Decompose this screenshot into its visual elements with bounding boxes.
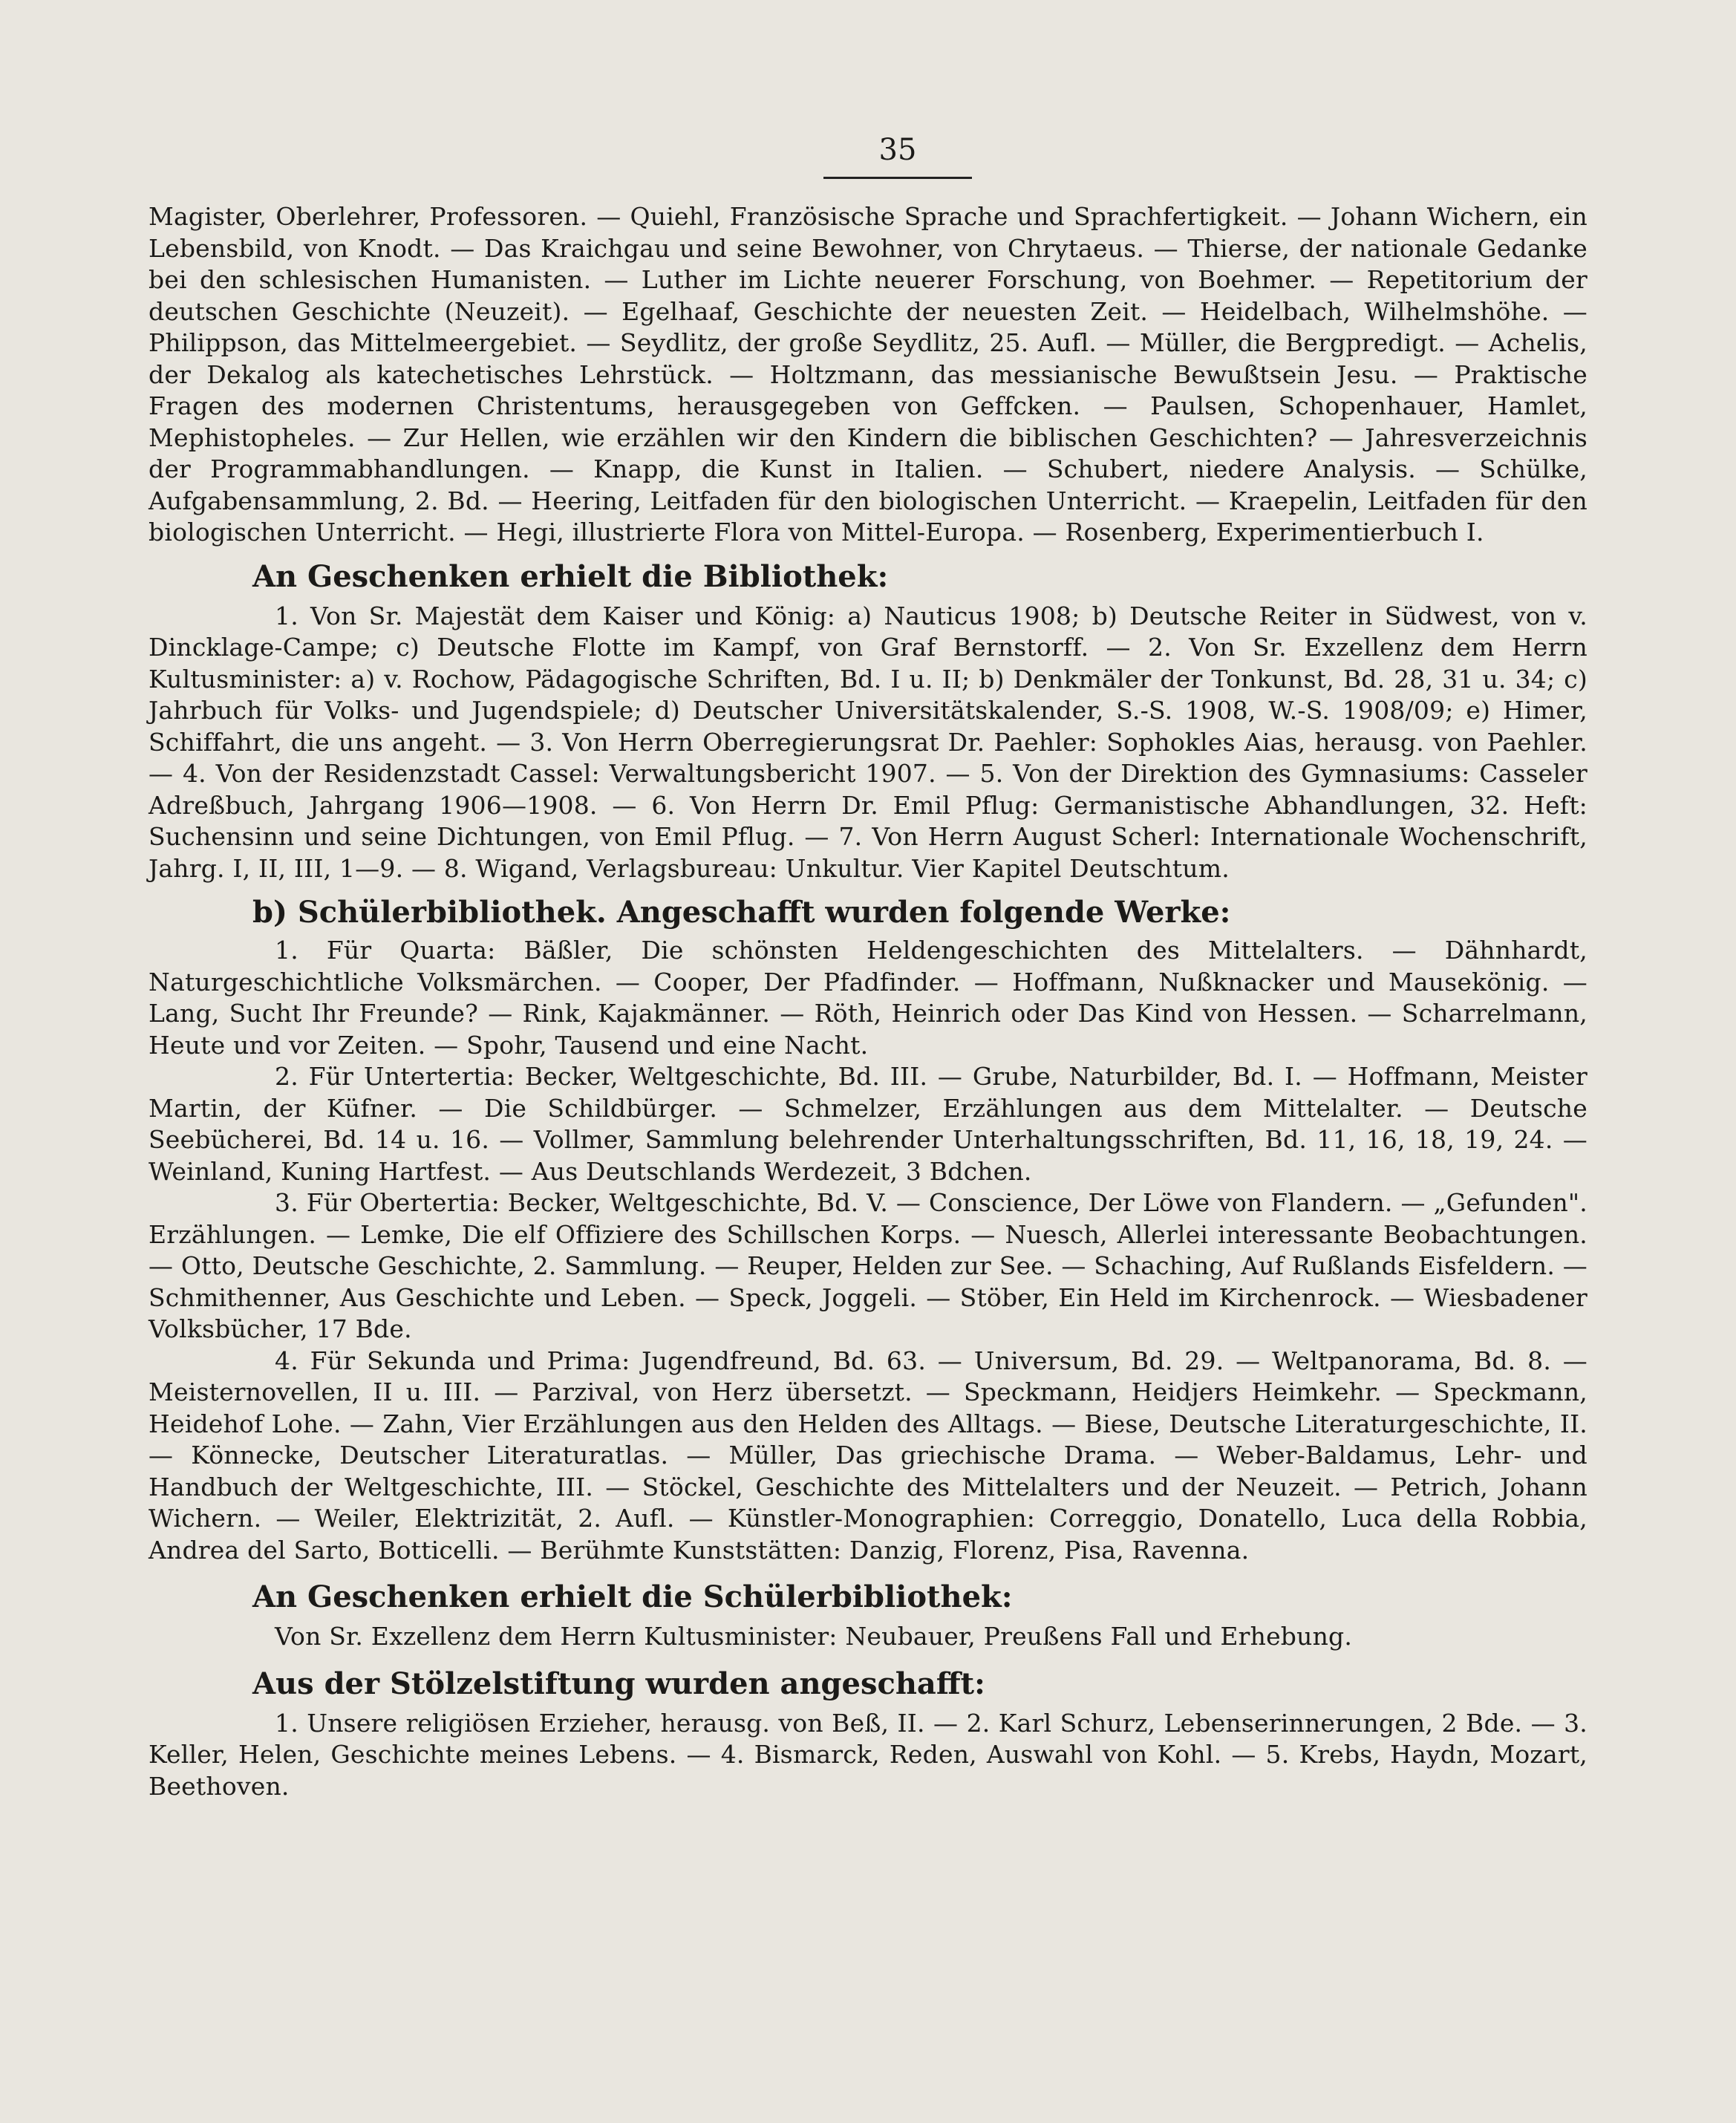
sekunda-paragraph: 4. Für Sekunda und Prima: Jugendfreund, Bd. 63. — Universum, Bd. 29. — Weltpanorama, Bd. 8. — Meisternovellen, II u. III. — Parzival, von Herz übersetzt. — Speckmann, Heidjers Heimkehr. — Speckmann, Heidehof Lohe. — Zahn, Vier Erzählungen aus den Helden des Alltags. — Biese, Deutsche Literaturgeschichte, II. — Könnecke, Deutscher Literaturatlas. — Müller, Das griechische Drama. — Weber-Baldamus, Lehr- und Handbuch der Weltgeschichte, III. — Stöckel, Geschichte des Mittelalters und der Neuzeit. — Petrich, Johann Wichern. — Weiler, Elektrizität, 2. Aufl. — Künstler-Monographien: Correggio, Donatello, Luca della Robbia, Andrea del Sarto, Botticelli. — Berühmte Kunststätten: Danzig, Florenz, Pisa, Ravenna. — [149, 1346, 1587, 1565]
obertertia-paragraph: 3. Für Obertertia: Becker, Weltgeschichte, Bd. V. — Conscience, Der Löwe von Flandern. — „Gefunden". Erzählungen. — Lemke, Die elf Offiziere des Schillschen Korps. — Nuesch, Allerlei interessante Beobachtungen. — Otto, Deutsche Geschichte, 2. Sammlung. — Reuper, Helden zur See. — Schaching, Auf Rußlands Eisfeldern. — Schmithenner, Aus Geschichte und Leben. — Speck, Joggeli. — Stöber, Ein Held im Kirchenrock. — Wiesbadener Volksbücher, 17 Bde. — [149, 1188, 1587, 1343]
heading-stoelzel: Aus der Stölzelstiftung wurden angeschafft: — [252, 1666, 985, 1701]
intro-paragraph: Magister, Oberlehrer, Professoren. — Quiehl, Französische Sprache und Sprachfertigkeit. — Johann Wichern, ein Lebensbild, von Knodt. — Das Kraichgau und seine Bewohner, von Chrytaeus. — Thierse, der nationale Gedanke bei den schlesischen Humanisten. — Luther im Lichte neuerer Forschung, von Boehmer. — Repetitorium der deutschen Geschichte (Neuzeit). — Egelhaaf, Geschichte der neuesten Zeit. — Heidelbach, Wilhelmshöhe. — Philippson, das Mittelmeergebiet. — Seydlitz, der große Seydlitz, 25. Aufl. — Müller, die Bergpredigt. — Achelis, der Dekalog als katechetisches Lehrstück. — Holtzmann, das messianische Bewußtsein Jesu. — Praktische Fragen des modernen Christentums, herausgegeben von Geffcken. — Paulsen, Schopenhauer, Hamlet, Mephistopheles. — Zur Hellen, wie erzählen wir den Kindern die biblischen Geschichten? — Jahresverzeichnis der Programmabhandlungen. — Knapp, die Kunst in Italien. — Schubert, niedere Analysis. — Schülke, Aufgabensammlung, 2. Bd. — Heering, Leitfaden für den biologischen Unterricht. — Kraepelin, Leitfaden für den biologischen Unterricht. — Hegi, illustrierte Flora von Mittel-Europa. — Rosenberg, Experimentierbuch I. — [149, 202, 1587, 547]
heading-gifts-library: An Geschenken erhielt die Bibliothek: — [252, 558, 889, 594]
heading-gifts-student: An Geschenken erhielt die Schülerbibliothek: — [252, 1579, 1013, 1614]
page-number: 35 — [878, 133, 917, 167]
gifts-student-paragraph: Von Sr. Exzellenz dem Herrn Kultusminister: Neubauer, Preußens Fall und Erhebung. — [275, 1622, 1353, 1651]
quarta-paragraph: 1. Für Quarta: Bäßler, Die schönsten Heldengeschichten des Mittelalters. — Dähnhardt, Naturgeschichtliche Volksmärchen. — Cooper, Der Pfadfinder. — Hoffmann, Nußknacker und Mausekönig. — Lang, Sucht Ihr Freunde? — Rink, Kajakmänner. — Röth, Heinrich oder Das Kind von Hessen. — Scharrelmann, Heute und vor Zeiten. — Spohr, Tausend und eine Nacht. — [149, 936, 1587, 1060]
stoelzel-paragraph: 1. Unsere religiösen Erzieher, herausg. von Beß, II. — 2. Karl Schurz, Lebenserinnerungen, 2 Bde. — 3. Keller, Helen, Geschichte meines Lebens. — 4. Bismarck, Reden, Auswahl von Kohl. — 5. Krebs, Haydn, Mozart, Beethoven. — [149, 1708, 1587, 1801]
heading-student-library: b) Schülerbibliothek. Angeschafft wurden folgende Werke: — [252, 895, 1231, 930]
untertertia-paragraph: 2. Für Untertertia: Becker, Weltgeschichte, Bd. III. — Grube, Naturbilder, Bd. I. — Hoffmann, Meister Martin, der Küfner. — Die Schildbürger. — Schmelzer, Erzählungen aus dem Mittelalter. — Deutsche Seebücherei, Bd. 14 u. 16. — Vollmer, Sammlung belehrender Unterhaltungsschriften, Bd. 11, 16, 18, 19, 24. — Weinland, Kuning Hartfest. — Aus Deutschlands Werdezeit, 3 Bdchen. — [149, 1062, 1587, 1186]
gifts-library-paragraph: 1. Von Sr. Majestät dem Kaiser und König: a) Nauticus 1908; b) Deutsche Reiter in Südwest, von v. Dincklage-Campe; c) Deutsche Flotte im Kampf, von Graf Bernstorff. — 2. Von Sr. Exzellenz dem Herrn Kultusminister: a) v. Rochow, Pädagogische Schriften, Bd. I u. II; b) Denkmäler der Tonkunst, Bd. 28, 31 u. 34; c) Jahrbuch für Volks- und Jugendspiele; d) Deutscher Universitätskalender, S.-S. 1908, W.-S. 1908/09; e) Himer, Schiffahrt, die uns angeht. — 3. Von Herrn Oberregierungsrat Dr. Paehler: Sophokles Aias, herausg. von Paehler. — 4. Von der Residenzstadt Cassel: Verwaltungsbericht 1907. — 5. Von der Direktion des Gymnasiums: Casseler Adreßbuch, Jahrgang 1906—1908. — 6. Von Herrn Dr. Emil Pflug: Germanistische Abhandlungen, 32. Heft: Suchensinn und seine Dichtungen, von Emil Pflug. — 7. Von Herrn August Scherl: Internationale Wochenschrift, Jahrg. I, II, III, 1—9. — 8. Wigand, Verlagsbureau: Unkultur. Vier Kapitel Deutschtum. — [149, 601, 1587, 883]
page-number-rule — [823, 177, 972, 179]
